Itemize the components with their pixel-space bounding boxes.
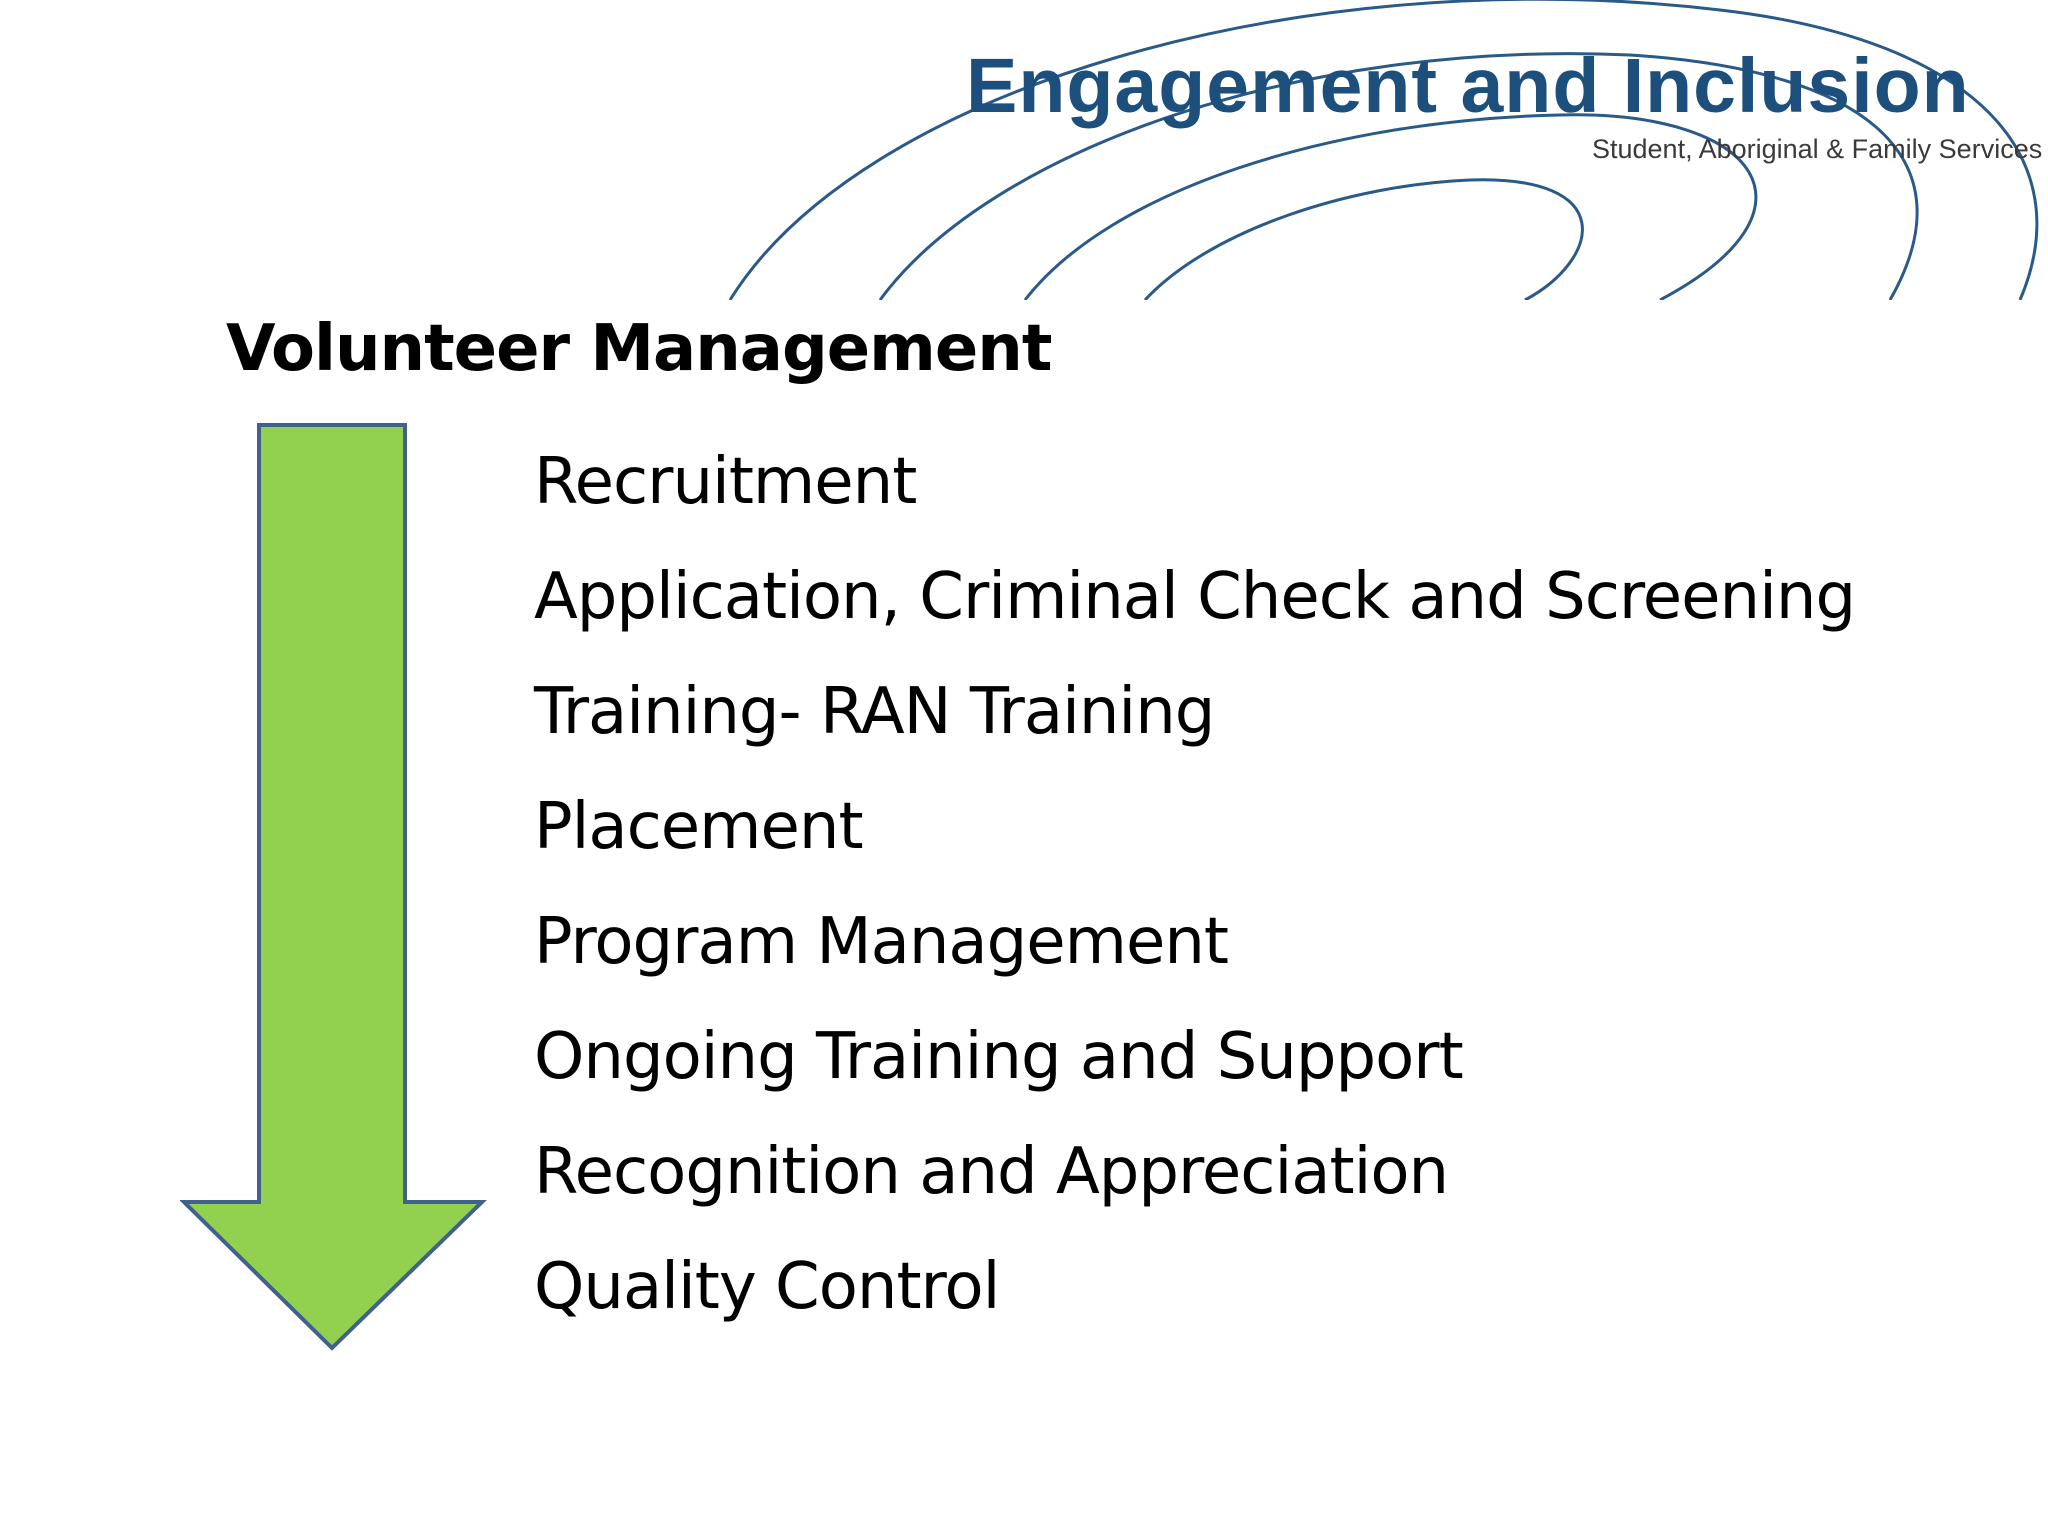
step-item-placement: Placement [534, 790, 863, 864]
step-item-quality-control: Quality Control [534, 1250, 1000, 1324]
arrow-shape [184, 425, 482, 1348]
step-item-application: Application, Criminal Check and Screening [534, 560, 1856, 634]
down-arrow-icon [180, 420, 490, 1355]
swirl-ring-inner [1145, 180, 1582, 300]
step-item-recognition: Recognition and Appreciation [534, 1135, 1449, 1209]
step-item-ongoing-training: Ongoing Training and Support [534, 1020, 1463, 1094]
step-item-program-management: Program Management [534, 905, 1228, 979]
step-item-training: Training- RAN Training [534, 675, 1215, 749]
step-item-recruitment: Recruitment [534, 445, 917, 519]
page-title: Volunteer Management [226, 312, 1052, 386]
steps-list [534, 425, 1855, 1345]
brand-subtitle: Student, Aboriginal & Family Services [1592, 134, 2043, 164]
brand-title: Engagement and Inclusion [966, 43, 1970, 129]
